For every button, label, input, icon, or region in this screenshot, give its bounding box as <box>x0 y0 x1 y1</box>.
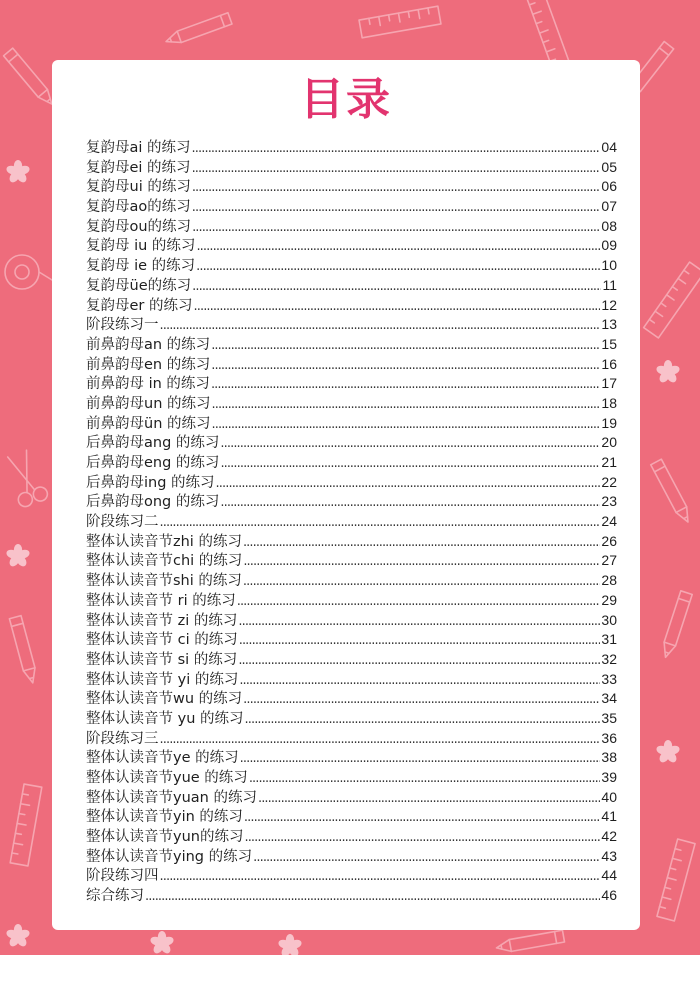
toc-entry-page-number: 34 <box>601 690 617 707</box>
toc-entry-label: 整体认读音节 zi 的练习 <box>86 612 238 629</box>
dot-leader <box>212 415 601 435</box>
dot-leader <box>160 730 601 750</box>
dot-leader <box>196 237 600 257</box>
toc-entry <box>86 847 617 867</box>
toc-entry-page-number: 35 <box>601 709 617 726</box>
dot-leader <box>243 552 600 572</box>
dot-leader <box>192 159 601 179</box>
dot-leader <box>160 316 601 336</box>
toc-entry-label: 阶段练习四 <box>86 868 159 885</box>
flower-icon <box>5 924 30 948</box>
flower-icon <box>149 931 174 955</box>
toc-entry <box>86 355 617 375</box>
dot-leader <box>194 297 601 317</box>
toc-entry-page-number: 23 <box>601 493 617 510</box>
toc-entry-page-number: 13 <box>601 316 617 333</box>
toc-entry-page-number: 08 <box>601 217 617 234</box>
toc-entry-label: 整体认读音节shi 的练习 <box>86 573 242 590</box>
toc-panel <box>52 60 640 930</box>
flower-icon <box>655 740 680 764</box>
toc-entry-page-number: 27 <box>601 552 617 569</box>
toc-entry-page-number: 26 <box>601 532 617 549</box>
toc-entry <box>86 473 617 493</box>
toc-entry <box>86 158 617 178</box>
dot-leader <box>239 671 600 691</box>
toc-entry-label: 复韵母ei 的练习 <box>86 159 191 176</box>
toc-entry-label: 整体认读音节zhi 的练习 <box>86 533 242 550</box>
toc-entry-label: 前鼻韵母an 的练习 <box>86 336 211 353</box>
dot-leader <box>160 513 601 533</box>
dot-leader <box>192 198 601 218</box>
toc-entry-label: 整体认读音节ye 的练习 <box>86 750 239 767</box>
toc-entry <box>86 492 617 512</box>
toc-entry-page-number: 21 <box>601 454 617 470</box>
dot-leader <box>244 828 600 848</box>
toc-entry <box>86 709 617 729</box>
toc-entry-label: 复韵母ou的练习 <box>86 218 192 235</box>
toc-entry-label: 阶段练习三 <box>86 730 159 747</box>
toc-entry-page-number: 05 <box>601 158 617 175</box>
dot-leader <box>160 867 601 887</box>
toc-entry-label: 阶段练习一 <box>86 317 159 334</box>
toc-entry-label: 前鼻韵母en 的练习 <box>86 356 211 373</box>
dot-leader <box>211 336 600 356</box>
toc-entry <box>86 591 617 611</box>
toc-entry <box>86 650 617 670</box>
toc-entry <box>86 296 617 316</box>
dot-leader <box>243 533 600 553</box>
toc-entry <box>86 611 617 631</box>
pencil-icon <box>164 13 232 48</box>
toc-entry-label: 整体认读音节yun的练习 <box>86 829 244 846</box>
toc-entry <box>86 414 617 434</box>
toc-entry-label: 复韵母ui 的练习 <box>86 179 191 196</box>
toc-entry <box>86 512 617 532</box>
toc-entry-page-number: 22 <box>601 473 617 490</box>
dot-leader <box>220 434 600 454</box>
toc-entry-label: 整体认读音节 yi 的练习 <box>86 671 239 688</box>
toc-entry <box>86 236 617 256</box>
toc-entry-page-number: 39 <box>601 769 617 785</box>
toc-entry <box>86 768 617 788</box>
dot-leader <box>237 592 601 612</box>
toc-entry-page-number: 43 <box>601 847 617 864</box>
toc-entry <box>86 689 617 709</box>
toc-entry-page-number: 24 <box>601 513 617 530</box>
toc-entry-page-number: 28 <box>601 572 617 589</box>
flower-icon <box>5 160 30 184</box>
toc-entry-page-number: 29 <box>601 591 617 608</box>
toc-entry-page-number: 46 <box>601 887 617 904</box>
toc-entry <box>86 630 617 650</box>
dot-leader <box>258 789 600 809</box>
toc-entry-page-number: 36 <box>601 729 617 746</box>
flower-icon <box>277 934 302 955</box>
toc-entry <box>86 807 617 827</box>
ruler-icon <box>657 839 695 921</box>
toc-entry-page-number: 16 <box>601 355 617 372</box>
dot-leader <box>212 395 601 415</box>
toc-entry <box>86 532 617 552</box>
dot-leader <box>220 454 600 474</box>
toc-entry-page-number: 09 <box>601 237 617 254</box>
toc-entry <box>86 394 617 414</box>
toc-entry <box>86 217 617 237</box>
toc-entry <box>86 197 617 217</box>
toc-entry-label: 复韵母üe的练习 <box>86 277 192 294</box>
toc-entry <box>86 177 617 197</box>
toc-entry-page-number: 17 <box>601 375 617 392</box>
flower-icon <box>5 544 30 568</box>
toc-entry <box>86 453 617 473</box>
toc-entry-label: 前鼻韵母ün 的练习 <box>86 415 211 432</box>
dot-leader <box>192 218 600 238</box>
toc-entry-label: 整体认读音节 si 的练习 <box>86 651 238 668</box>
flower-icon <box>655 360 680 384</box>
toc-entry <box>86 315 617 335</box>
toc-entry-label: 复韵母er 的练习 <box>86 297 193 314</box>
toc-entry <box>86 827 617 847</box>
toc-entry-page-number: 12 <box>601 296 617 313</box>
dot-leader <box>211 375 600 395</box>
toc-list <box>86 138 617 906</box>
toc-entry-page-number: 41 <box>601 808 617 825</box>
toc-entry-label: 后鼻韵母ing 的练习 <box>86 474 215 491</box>
toc-entry <box>86 138 617 158</box>
toc-entry-label: 整体认读音节yue 的练习 <box>86 770 248 786</box>
toc-entry-page-number: 10 <box>601 257 617 274</box>
toc-entry <box>86 571 617 591</box>
pencil-icon <box>651 459 694 525</box>
toc-entry-label: 前鼻韵母un 的练习 <box>86 395 211 412</box>
toc-entry-page-number: 11 <box>602 276 617 293</box>
toc-entry-page-number: 04 <box>601 139 617 155</box>
toc-entry-label: 复韵母ai 的练习 <box>86 140 191 156</box>
pencil-icon <box>9 616 38 685</box>
pencil-icon <box>660 591 692 659</box>
toc-entry-label: 整体认读音节yin 的练习 <box>86 809 243 826</box>
toc-entry-label: 阶段练习二 <box>86 514 159 531</box>
dot-leader <box>238 612 600 632</box>
dot-leader <box>244 808 601 828</box>
toc-entry-page-number: 42 <box>601 828 617 845</box>
dot-leader <box>239 631 601 651</box>
toc-entry-label: 整体认读音节yuan 的练习 <box>86 789 257 806</box>
dot-leader <box>238 651 600 671</box>
toc-entry-page-number: 06 <box>601 178 617 195</box>
toc-entry-page-number: 32 <box>601 650 617 667</box>
toc-entry-label: 整体认读音节wu 的练习 <box>86 691 243 708</box>
toc-entry <box>86 256 617 276</box>
dot-leader <box>192 178 601 198</box>
toc-entry-page-number: 33 <box>601 670 617 687</box>
toc-entry-page-number: 30 <box>601 611 617 628</box>
toc-entry <box>86 729 617 749</box>
toc-entry <box>86 335 617 355</box>
toc-entry <box>86 551 617 571</box>
toc-entry-label: 后鼻韵母eng 的练习 <box>86 455 220 471</box>
toc-entry-label: 后鼻韵母ang 的练习 <box>86 435 220 452</box>
toc-entry <box>86 670 617 690</box>
toc-entry <box>86 886 617 906</box>
toc-entry-page-number: 38 <box>601 749 617 766</box>
toc-entry <box>86 788 617 808</box>
toc-entry-page-number: 19 <box>601 414 617 431</box>
dot-leader <box>253 848 600 868</box>
toc-entry <box>86 433 617 453</box>
dot-leader <box>196 257 600 277</box>
dot-leader <box>245 710 601 730</box>
toc-entry <box>86 748 617 768</box>
scissors-icon <box>3 448 49 508</box>
toc-entry <box>86 866 617 886</box>
toc-entry-label: 后鼻韵母ong 的练习 <box>86 494 220 511</box>
toc-entry-label: 整体认读音节 yu 的练习 <box>86 710 244 727</box>
dot-leader <box>220 493 600 513</box>
page-title: 目录 <box>300 74 392 125</box>
dot-leader <box>243 572 601 592</box>
ruler-icon <box>10 784 42 866</box>
toc-entry-page-number: 44 <box>601 867 617 884</box>
toc-entry-page-number: 15 <box>601 335 617 352</box>
toc-entry-label: 复韵母ao的练习 <box>86 199 191 216</box>
dot-leader <box>240 749 601 769</box>
dot-leader <box>211 356 600 376</box>
toc-entry-label: 整体认读音节ying 的练习 <box>86 848 253 865</box>
toc-entry <box>86 374 617 394</box>
toc-entry-label: 复韵母 iu 的练习 <box>86 238 196 255</box>
dot-leader <box>192 139 601 159</box>
toc-entry-label: 复韵母 ie 的练习 <box>86 258 196 275</box>
dot-leader <box>243 690 600 710</box>
toc-entry-label: 前鼻韵母 in 的练习 <box>86 376 210 393</box>
toc-entry-label: 整体认读音节chi 的练习 <box>86 553 243 570</box>
dot-leader <box>145 887 600 907</box>
dot-leader <box>216 474 601 494</box>
dot-leader <box>249 769 601 789</box>
toc-entry-page-number: 18 <box>601 394 617 411</box>
toc-entry-page-number: 20 <box>601 434 617 451</box>
toc-entry-label: 综合练习 <box>86 888 144 905</box>
toc-entry-page-number: 07 <box>601 198 617 215</box>
toc-entry-label: 整体认读音节 ri 的练习 <box>86 592 236 609</box>
ruler-icon <box>359 6 441 38</box>
dot-leader <box>192 277 601 297</box>
ruler-icon <box>644 262 700 338</box>
toc-entry-label: 整体认读音节 ci 的练习 <box>86 632 238 649</box>
tape-roll-icon <box>5 255 52 289</box>
toc-entry <box>86 276 617 296</box>
pencil-icon <box>495 930 564 954</box>
pencil-icon <box>4 48 57 108</box>
toc-entry-page-number: 31 <box>601 631 617 648</box>
toc-entry-page-number: 40 <box>601 788 617 805</box>
